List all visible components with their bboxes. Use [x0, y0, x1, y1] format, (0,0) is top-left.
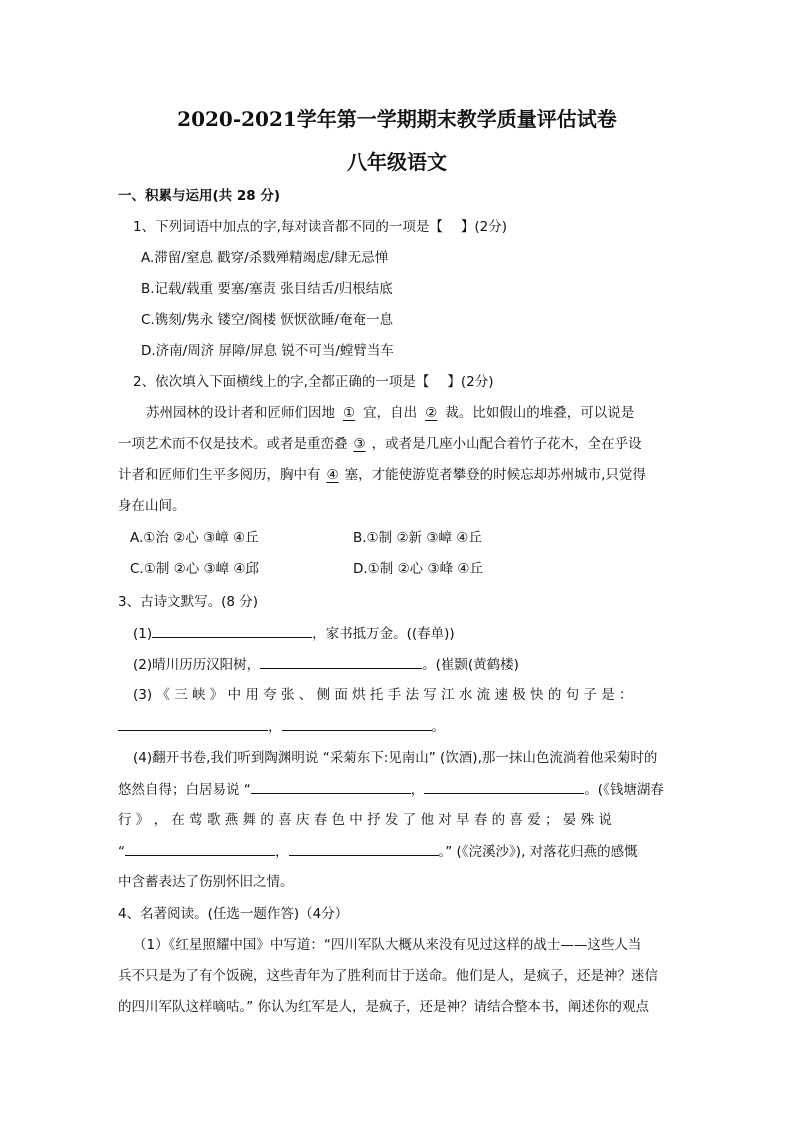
- answer-blank[interactable]: [152, 623, 312, 638]
- q1-option-a: A.滞留/窒息 戳穿/杀戮殚精竭虑/肆无忌惮: [141, 250, 389, 266]
- blank-3[interactable]: ③: [353, 436, 366, 452]
- q2-passage-line-1: [146, 403, 634, 423]
- q3-line-8: 中含蓄表达了伤别怀旧之情。: [118, 874, 294, 890]
- q3-text: (2)晴川历历汉阳树，: [133, 657, 261, 673]
- passage-text: 塞，才能使游览者攀登的时候忘却苏州城市,只觉得: [344, 467, 646, 483]
- blank-2[interactable]: ②: [425, 405, 438, 421]
- answer-blank[interactable]: [118, 716, 268, 731]
- exam-title: 2020-2021学年第一学期期末教学质量评估试卷: [177, 107, 617, 131]
- q2-option-c: C.①制 ②心 ③嶂 ④邱: [130, 561, 260, 577]
- section-heading: 一、积累与运用(共 28 分): [118, 188, 281, 204]
- q1-option-c: C.镌刻/隽永 镂空/阁楼 恹恹欲睡/奄奄一息: [141, 312, 393, 328]
- q2-option-d: D.①制 ②心 ③峰 ④丘: [353, 561, 483, 577]
- blank-4[interactable]: ④: [326, 467, 339, 483]
- q1-stem-pre: 1、下列词语中加点的字,每对读音都不同的一项是【: [133, 219, 443, 235]
- answer-blank[interactable]: [251, 779, 411, 794]
- passage-text: 一项艺术而不仅是技术。或者是重峦叠: [118, 436, 348, 452]
- answer-blank[interactable]: [125, 841, 275, 856]
- q3-line-7: [118, 841, 638, 862]
- q3-line-3: (3) 《 三 峡 》 中 用 夸 张 、 侧 面 烘 托 手 法 写 江 水 流 速 极 快 的 句 子 是 ：: [133, 687, 633, 703]
- q3-text: ，: [410, 782, 425, 798]
- q3-line-2: [133, 654, 519, 675]
- q3-line-1: [133, 623, 455, 644]
- question-2-stem: [133, 372, 494, 392]
- q4-line-2: 兵不只是为了有个饭碗，这些青年为了胜利而甘于送命。他们是人，是疯子，还是神？迷信: [118, 968, 658, 984]
- q3-text: 。(《钱塘湖春: [584, 782, 664, 798]
- passage-text: 宜，自出: [363, 405, 418, 421]
- passage-text: ，或者是几座小山配合着竹子花木，全在乎设: [371, 436, 642, 452]
- answer-blank[interactable]: [289, 841, 439, 856]
- q3-text: ，: [268, 719, 282, 735]
- q2-stem-pre: 2、依次填入下面横线上的字,全都正确的一项是【: [133, 374, 430, 390]
- q3-line-3b: [118, 716, 445, 737]
- q4-line-3: 的四川军队这样嘀咕。” 你认为红军是人，是疯子，还是神？请结合整本书，阐述你的观点: [118, 999, 650, 1015]
- q1-stem-post: 】(2分): [460, 219, 508, 235]
- question-3-heading: 3、古诗文默写。(8 分): [118, 594, 259, 610]
- passage-text: 计者和匠师们生平多阅历，胸中有: [118, 467, 321, 483]
- q2-passage-line-3: [118, 465, 646, 485]
- q4-line-1: （1）《红星照耀中国》中写道：“四川军队大概从来没有见过这样的战士——这些人当: [133, 937, 642, 953]
- q3-text: 。” (《浣溪沙》), 对落花归燕的感慨: [438, 844, 638, 860]
- answer-blank[interactable]: [260, 654, 422, 669]
- q3-text: “: [118, 844, 125, 860]
- question-1-stem: [133, 217, 507, 237]
- q2-passage-line-4: 身在山间。: [118, 498, 186, 514]
- q2-stem-post: 】(2分): [447, 374, 494, 390]
- q3-text: 。(崔颢(黄鹤楼): [422, 657, 519, 673]
- passage-text: 裁。比如假山的堆叠，可以说是: [445, 405, 635, 421]
- exam-subtitle: 八年级语文: [347, 150, 447, 174]
- q2-option-a: A.①治 ②心 ③嶂 ④丘: [130, 530, 259, 546]
- q3-text: ，家书抵万金。((春单)): [312, 626, 455, 642]
- q3-text: 悠然自得；白居易说 “: [118, 782, 251, 798]
- q3-line-4: (4)翻开书卷,我们听到陶渊明说 “采菊东下:见南山” (饮酒),那一抹山色流淌着他采菊时的: [133, 750, 658, 766]
- q2-passage-line-2: [118, 434, 642, 454]
- question-4-heading: 4、名著阅读。(任选一题作答)（4分）: [118, 906, 349, 922]
- q2-option-b: B.①制 ②新 ③嶂 ④丘: [353, 530, 482, 546]
- passage-text: 苏州园林的设计者和匠师们因地: [146, 405, 335, 421]
- q3-line-6: 行 》 ， 在 莺 歌 燕 舞 的 喜 庆 春 色 中 抒 发 了 他 对 早 春 的 喜 爱 ； 晏 殊 说: [118, 812, 612, 828]
- q3-line-5: [118, 779, 664, 800]
- q3-text: (1): [133, 626, 153, 642]
- answer-blank[interactable]: [282, 716, 432, 731]
- q1-option-d: D.济南/周济 屏障/屏息 锐不可当/螳臂当车: [141, 343, 394, 359]
- blank-1[interactable]: ①: [343, 405, 356, 421]
- q3-text: ，: [275, 844, 289, 860]
- q1-option-b: B.记载/载重 要塞/塞责 张目结舌/归根结底: [141, 281, 393, 297]
- answer-blank[interactable]: [424, 779, 584, 794]
- q3-text: 。: [431, 719, 445, 735]
